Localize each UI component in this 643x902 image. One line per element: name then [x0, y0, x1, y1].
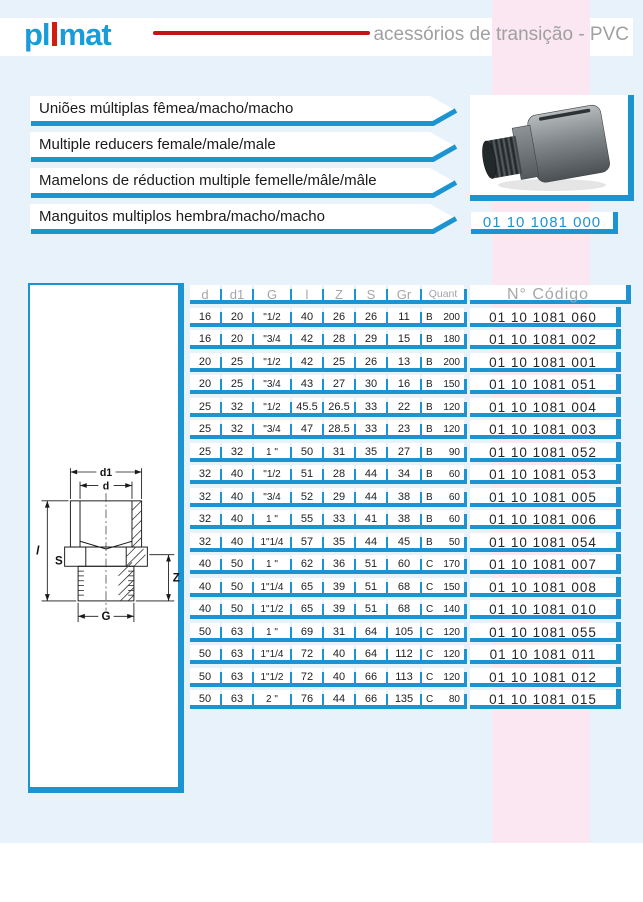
cell-S: 26 — [356, 308, 386, 327]
technical-drawing-box — [28, 283, 184, 793]
table-row — [190, 533, 464, 552]
cell-l: 72 — [292, 645, 322, 664]
cell-Z: 36 — [324, 555, 354, 574]
cell-d1: 32 — [222, 420, 252, 439]
cell-Z: 31 — [324, 623, 354, 642]
code-box: 01 10 1081 001 — [470, 353, 616, 372]
cell-d1: 40 — [222, 533, 252, 552]
cell-G: 1"1/4 — [254, 533, 290, 552]
cell-d: 40 — [190, 555, 220, 574]
cell-S: 44 — [356, 488, 386, 507]
cell-d: 25 — [190, 420, 220, 439]
code-box: 01 10 1081 002 — [470, 330, 616, 349]
cell-d: 25 — [190, 398, 220, 417]
cell-G: "3/4 — [254, 420, 290, 439]
cell-quant: C 170 — [422, 555, 464, 574]
cell-Z: 31 — [324, 443, 354, 462]
cell-d1: 63 — [222, 668, 252, 687]
cell-S: 41 — [356, 510, 386, 529]
col-header-Z: Z — [324, 285, 354, 304]
cell-d1: 20 — [222, 308, 252, 327]
cell-quant: B 120 — [422, 398, 464, 417]
cell-d: 32 — [190, 465, 220, 484]
cell-d1: 50 — [222, 555, 252, 574]
codes-column-header: N° Código — [470, 285, 626, 304]
cell-Gr: 27 — [388, 443, 420, 462]
cell-Z: 44 — [324, 690, 354, 709]
cell-S: 33 — [356, 420, 386, 439]
code-box: 01 10 1081 006 — [470, 510, 616, 529]
page-subtitle: acessórios de transição - PVC — [373, 24, 629, 45]
cell-quant: B 120 — [422, 420, 464, 439]
dim-label-l: l — [36, 545, 40, 558]
dim-label-d: d — [102, 480, 110, 493]
cell-Gr: 113 — [388, 668, 420, 687]
cell-Gr: 38 — [388, 488, 420, 507]
cell-l: 43 — [292, 375, 322, 394]
banner-portuguese — [30, 96, 460, 127]
cell-Gr: 13 — [388, 353, 420, 372]
cell-G: "1/2 — [254, 398, 290, 417]
cell-Gr: 68 — [388, 578, 420, 597]
cell-quant: B 180 — [422, 330, 464, 349]
cell-Gr: 60 — [388, 555, 420, 574]
cell-Z: 29 — [324, 488, 354, 507]
dim-label-d1: d1 — [99, 466, 113, 479]
cell-G: 1 " — [254, 623, 290, 642]
code-box: 01 10 1081 060 — [470, 308, 616, 327]
cell-l: 51 — [292, 465, 322, 484]
table-row — [190, 398, 464, 417]
cell-d: 50 — [190, 645, 220, 664]
cell-d1: 63 — [222, 645, 252, 664]
cell-quant: C 120 — [422, 645, 464, 664]
logo-text-left: pl — [24, 17, 50, 52]
cell-Z: 35 — [324, 533, 354, 552]
technical-drawing — [30, 453, 182, 643]
cell-l: 76 — [292, 690, 322, 709]
code-box: 01 10 1081 053 — [470, 465, 616, 484]
cell-l: 65 — [292, 600, 322, 619]
cell-Z: 39 — [324, 578, 354, 597]
code-box: 01 10 1081 005 — [470, 488, 616, 507]
dim-label-S: S — [55, 555, 63, 568]
code-box: 01 10 1081 015 — [470, 690, 616, 709]
cell-l: 72 — [292, 668, 322, 687]
cell-S: 64 — [356, 645, 386, 664]
logo-text-right: mat — [58, 17, 111, 52]
cell-G: 1"1/2 — [254, 668, 290, 687]
cell-G: "3/4 — [254, 375, 290, 394]
table-row — [190, 600, 464, 619]
cell-l: 55 — [292, 510, 322, 529]
cell-Z: 40 — [324, 668, 354, 687]
col-header-S: S — [356, 285, 386, 304]
table-row — [190, 623, 464, 642]
table-row — [190, 353, 464, 372]
cell-S: 44 — [356, 533, 386, 552]
cell-l: 45.5 — [292, 398, 322, 417]
cell-Gr: 34 — [388, 465, 420, 484]
cell-S: 66 — [356, 668, 386, 687]
cell-d1: 20 — [222, 330, 252, 349]
cell-d1: 50 — [222, 578, 252, 597]
cell-quant: C 120 — [422, 623, 464, 642]
cell-Z: 39 — [324, 600, 354, 619]
cell-d1: 25 — [222, 353, 252, 372]
cell-d1: 40 — [222, 488, 252, 507]
table-row — [190, 465, 464, 484]
table-row — [190, 690, 464, 709]
cell-quant: B 60 — [422, 510, 464, 529]
cell-d: 50 — [190, 690, 220, 709]
table-row — [190, 420, 464, 439]
table-row — [190, 555, 464, 574]
code-box: 01 10 1081 004 — [470, 398, 616, 417]
cell-quant: C 150 — [422, 578, 464, 597]
cell-l: 62 — [292, 555, 322, 574]
banner-label: Multiple reducers female/male/male — [39, 136, 276, 153]
code-box: 01 10 1081 055 — [470, 623, 616, 642]
spec-table-rows — [190, 308, 464, 710]
cell-Z: 28.5 — [324, 420, 354, 439]
cell-S: 44 — [356, 465, 386, 484]
cell-d1: 63 — [222, 690, 252, 709]
cell-S: 29 — [356, 330, 386, 349]
cell-S: 51 — [356, 600, 386, 619]
cell-quant: B 60 — [422, 488, 464, 507]
cell-quant: B 60 — [422, 465, 464, 484]
cell-G: 2 " — [254, 690, 290, 709]
cell-l: 65 — [292, 578, 322, 597]
cell-d: 50 — [190, 668, 220, 687]
cell-quant: C 140 — [422, 600, 464, 619]
product-code-badge: 01 10 1081 000 — [471, 212, 613, 234]
cell-S: 26 — [356, 353, 386, 372]
cell-G: "1/2 — [254, 308, 290, 327]
col-header-quant: Quant — [422, 285, 464, 304]
cell-l: 57 — [292, 533, 322, 552]
cell-G: "3/4 — [254, 488, 290, 507]
cell-quant: B 200 — [422, 353, 464, 372]
cell-Z: 27 — [324, 375, 354, 394]
cell-l: 47 — [292, 420, 322, 439]
banner-label: Manguitos multiplos hembra/macho/macho — [39, 208, 325, 225]
cell-Z: 25 — [324, 353, 354, 372]
table-row — [190, 488, 464, 507]
code-box: 01 10 1081 007 — [470, 555, 616, 574]
cell-d: 40 — [190, 600, 220, 619]
banner-label: Uniões múltiplas fêmea/macho/macho — [39, 100, 294, 117]
table-row — [190, 578, 464, 597]
table-row — [190, 645, 464, 664]
cell-S: 35 — [356, 443, 386, 462]
cell-G: 1 " — [254, 443, 290, 462]
cell-Gr: 38 — [388, 510, 420, 529]
cell-quant: B 50 — [422, 533, 464, 552]
cell-G: "3/4 — [254, 330, 290, 349]
cell-d: 16 — [190, 308, 220, 327]
cell-S: 64 — [356, 623, 386, 642]
cell-d1: 63 — [222, 623, 252, 642]
cell-G: 1"1/2 — [254, 600, 290, 619]
table-row — [190, 308, 464, 327]
cell-Gr: 23 — [388, 420, 420, 439]
cell-Z: 28 — [324, 330, 354, 349]
code-box: 01 10 1081 003 — [470, 420, 616, 439]
banner-english — [30, 132, 460, 163]
cell-G: "1/2 — [254, 353, 290, 372]
code-box: 01 10 1081 051 — [470, 375, 616, 394]
table-row — [190, 668, 464, 687]
product-photo-box — [470, 95, 634, 201]
cell-d: 32 — [190, 510, 220, 529]
table-row — [190, 375, 464, 394]
cell-Gr: 68 — [388, 600, 420, 619]
code-box: 01 10 1081 012 — [470, 668, 616, 687]
cell-S: 51 — [356, 555, 386, 574]
col-header-d1: d1 — [222, 285, 252, 304]
cell-l: 42 — [292, 353, 322, 372]
cell-G: 1 " — [254, 510, 290, 529]
cell-Z: 28 — [324, 465, 354, 484]
cell-d: 50 — [190, 623, 220, 642]
table-row — [190, 443, 464, 462]
cell-Gr: 15 — [388, 330, 420, 349]
cell-G: 1 " — [254, 555, 290, 574]
col-header-d: d — [190, 285, 220, 304]
cell-Z: 26 — [324, 308, 354, 327]
cell-Z: 40 — [324, 645, 354, 664]
cell-Gr: 45 — [388, 533, 420, 552]
col-header-Gr: Gr — [388, 285, 420, 304]
cell-quant: B 200 — [422, 308, 464, 327]
cell-Gr: 11 — [388, 308, 420, 327]
codes-column — [470, 285, 626, 713]
cell-quant: C 80 — [422, 690, 464, 709]
code-box: 01 10 1081 010 — [470, 600, 616, 619]
cell-d: 20 — [190, 353, 220, 372]
cell-Gr: 112 — [388, 645, 420, 664]
cell-d: 25 — [190, 443, 220, 462]
code-box: 01 10 1081 054 — [470, 533, 616, 552]
cell-S: 30 — [356, 375, 386, 394]
cell-Z: 33 — [324, 510, 354, 529]
cell-G: 1"1/4 — [254, 578, 290, 597]
code-box: 01 10 1081 011 — [470, 645, 616, 664]
codes-list — [470, 308, 626, 710]
cell-d1: 25 — [222, 375, 252, 394]
banner-label: Mamelons de réduction multiple femelle/mâle/mâle — [39, 172, 377, 189]
cell-l: 69 — [292, 623, 322, 642]
col-header-G: G — [254, 285, 290, 304]
cell-l: 42 — [292, 330, 322, 349]
cell-d: 32 — [190, 533, 220, 552]
cell-G: "1/2 — [254, 465, 290, 484]
col-header-l: l — [292, 285, 322, 304]
cell-d1: 40 — [222, 510, 252, 529]
cell-S: 51 — [356, 578, 386, 597]
brand-logo — [24, 17, 111, 53]
cell-d1: 32 — [222, 398, 252, 417]
cell-Gr: 135 — [388, 690, 420, 709]
cell-d1: 32 — [222, 443, 252, 462]
cell-Gr: 105 — [388, 623, 420, 642]
code-box: 01 10 1081 052 — [470, 443, 616, 462]
cell-Gr: 22 — [388, 398, 420, 417]
cell-d: 20 — [190, 375, 220, 394]
cell-Gr: 16 — [388, 375, 420, 394]
cell-d1: 50 — [222, 600, 252, 619]
code-box: 01 10 1081 008 — [470, 578, 616, 597]
dim-label-Z: Z — [172, 572, 180, 585]
cell-S: 33 — [356, 398, 386, 417]
cell-l: 50 — [292, 443, 322, 462]
cell-d: 16 — [190, 330, 220, 349]
table-row — [190, 330, 464, 349]
banner-french — [30, 168, 460, 199]
banner-spanish — [30, 204, 460, 235]
spec-table — [190, 285, 464, 713]
cell-quant: C 120 — [422, 668, 464, 687]
product-photo — [470, 95, 628, 195]
header-divider-line — [153, 31, 370, 35]
cell-G: 1"1/4 — [254, 645, 290, 664]
cell-quant: B 150 — [422, 375, 464, 394]
cell-d: 32 — [190, 488, 220, 507]
cell-d1: 40 — [222, 465, 252, 484]
cell-Z: 26.5 — [324, 398, 354, 417]
table-header-row — [190, 285, 464, 304]
cell-S: 66 — [356, 690, 386, 709]
dim-label-G: G — [101, 611, 111, 624]
table-row — [190, 510, 464, 529]
logo-red-bar-icon — [52, 22, 57, 46]
cell-quant: B 90 — [422, 443, 464, 462]
cell-l: 40 — [292, 308, 322, 327]
cell-d: 40 — [190, 578, 220, 597]
cell-l: 52 — [292, 488, 322, 507]
